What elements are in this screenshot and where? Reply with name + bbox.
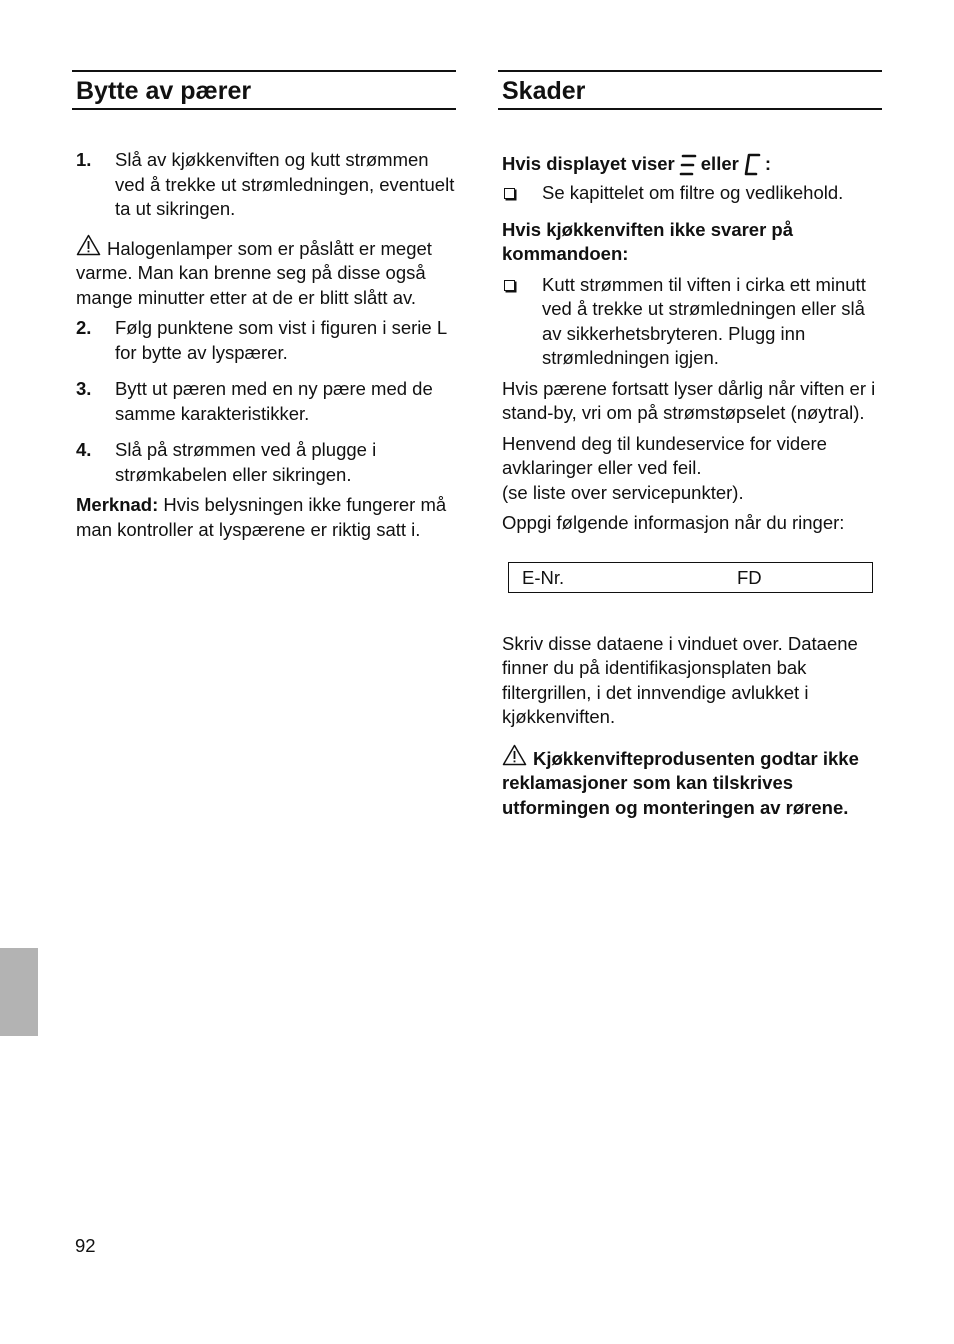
warning-triangle-icon	[76, 234, 101, 256]
service-text: Henvend deg til kundeservice for videre avklaringer eller ved feil.	[502, 432, 827, 478]
warning-text: Halogenlamper som er påslått er meget varme. Man kan brenne seg på disse også mange minutter etter at de er blitt slått av.	[76, 237, 432, 308]
fd-label: FD	[737, 566, 762, 588]
step-text: Følg punktene som vist i figuren i serie L for bytte av lyspærer.	[115, 317, 447, 363]
section-title: Skader	[498, 70, 882, 110]
service-list-text: (se liste over servicepunkter).	[502, 481, 744, 503]
display-colon: :	[764, 153, 771, 174]
warning-paragraph	[76, 234, 456, 311]
step-4	[76, 438, 456, 487]
product-info-box	[508, 562, 873, 593]
no-response-item	[502, 273, 882, 371]
display-segment-c-icon	[743, 152, 761, 178]
section-body	[498, 152, 882, 820]
warning-text: Kjøkkenvifteprodusenten godtar ikke reklamasjoner som kan tilskrives utformingen og monteringen av rørene.	[502, 747, 859, 818]
step-1	[76, 148, 456, 222]
item-text: Kutt strømmen til viften i cirka ett minutt ved å trekke ut strømledningen eller slå av sikkerhetsbryteren. Plugg inn strømledningen igjen.	[542, 273, 866, 368]
warning-paragraph	[502, 744, 882, 821]
page-number: 92	[75, 1235, 96, 1256]
display-item	[502, 181, 882, 206]
bulbs-paragraph: Hvis pærene fortsatt lyser dårlig når viften er i stand-by, vri om på strømstøpselet (nøytral).	[502, 377, 876, 423]
step-number: 3.	[76, 378, 92, 399]
note-paragraph	[76, 493, 456, 542]
section-body	[72, 148, 456, 542]
step-number: 2.	[76, 317, 92, 338]
warning-triangle-icon	[502, 744, 527, 766]
side-tab-marker	[0, 948, 38, 1036]
data-paragraph: Skriv disse dataene i vinduet over. Dataene finner du på identifikasjonsplaten bak filtergrillen, i det innvendige avlukket i kjøkkenviften.	[502, 632, 858, 727]
checkbox-icon	[504, 280, 515, 291]
step-2	[76, 316, 456, 365]
e-nr-label: E-Nr.	[522, 566, 565, 588]
step-3	[76, 377, 456, 426]
step-number: 1.	[76, 149, 92, 170]
info-paragraph: Oppgi følgende informasjon når du ringer:	[502, 512, 845, 533]
note-label: Merknad:	[76, 494, 159, 515]
step-number: 4.	[76, 439, 92, 460]
step-text: Bytt ut pæren med en ny pære med de samme karakteristikker.	[115, 378, 433, 424]
item-text: Se kapittelet om filtre og vedlikehold.	[542, 182, 844, 203]
section-title: Bytte av pærer	[72, 70, 456, 110]
display-condition-heading	[502, 152, 882, 178]
note-text: Hvis belysningen ikke fungerer må man kontroller at lyspærene er riktig satt i.	[76, 494, 447, 540]
display-or: eller	[700, 153, 739, 174]
section-bulb-replacement	[72, 70, 456, 542]
service-paragraph	[502, 432, 882, 506]
display-segment-e-icon	[679, 152, 697, 178]
section-damages	[498, 70, 882, 820]
step-text: Slå på strømmen ved å plugge i strømkabelen eller sikringen.	[115, 439, 377, 485]
display-prefix: Hvis displayet viser	[502, 153, 675, 174]
no-response-heading: Hvis kjøkkenviften ikke svarer på kommandoen:	[502, 218, 794, 264]
checkbox-icon	[504, 188, 515, 199]
step-text: Slå av kjøkkenviften og kutt strømmen ved å trekke ut strømledningen, eventuelt ta ut sikringen.	[115, 149, 455, 219]
